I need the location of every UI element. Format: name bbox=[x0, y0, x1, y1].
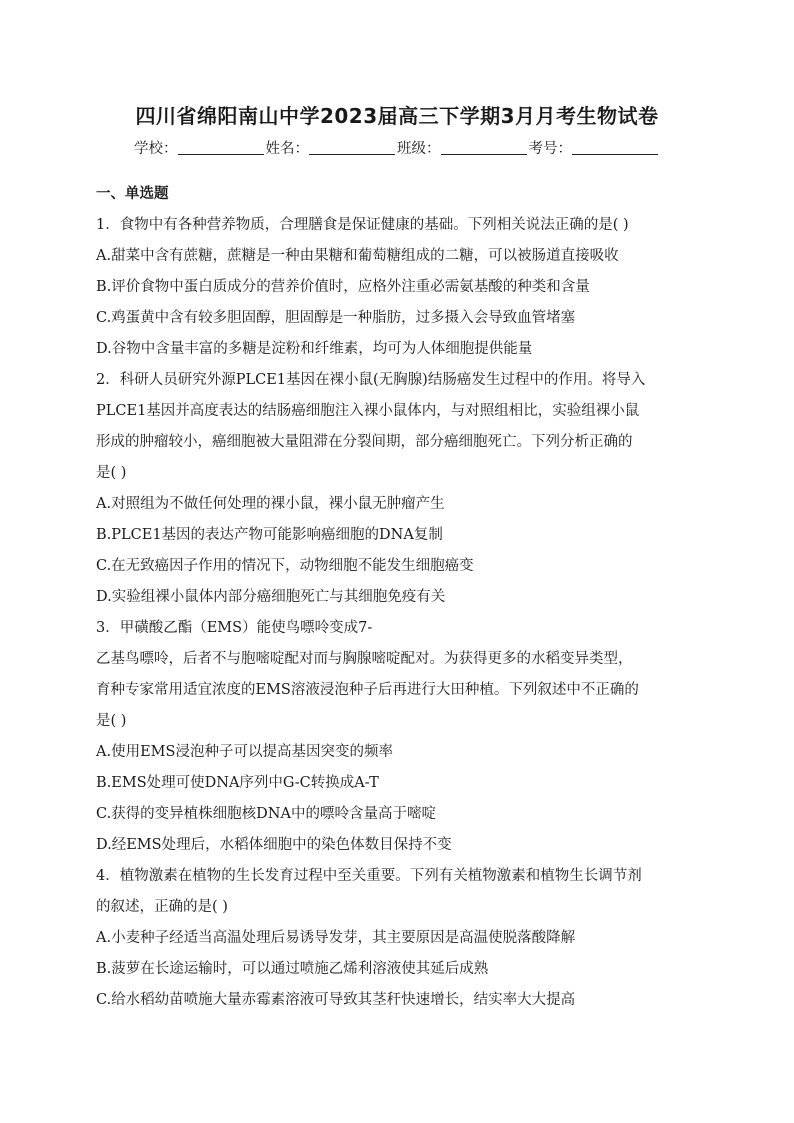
question-3-stem-line: 是( ) bbox=[96, 713, 127, 729]
question-3-stem-line: 3．甲磺酸乙酯（EMS）能使鸟嘌呤变成7- bbox=[96, 620, 373, 636]
question-3-option-b: B.EMS处理可使DNA序列中G-C转换成A-T bbox=[96, 775, 379, 791]
class-blank[interactable] bbox=[441, 140, 527, 155]
class-field bbox=[397, 137, 529, 158]
question-2-option-c: C.在无致癌因子作用的情况下，动物细胞不能发生细胞癌变 bbox=[96, 558, 474, 574]
exam-number-label: 考号： bbox=[528, 141, 572, 157]
question-4-stem-line: 4．植物激素在植物的生长发育过程中至关重要。下列有关植物激素和植物生长调节剂 bbox=[96, 868, 642, 884]
name-label: 姓名： bbox=[265, 141, 309, 157]
question-4-option-b: B.菠萝在长途运输时，可以通过喷施乙烯利溶液使其延后成熟 bbox=[96, 961, 489, 977]
school-blank[interactable] bbox=[178, 140, 264, 155]
question-1-stem: 1．食物中有各种营养物质，合理膳食是保证健康的基础。下列相关说法正确的是( ) bbox=[96, 217, 629, 233]
name-field bbox=[266, 137, 398, 158]
question-1-option-b: B.评价食物中蛋白质成分的营养价值时，应格外注重必需氨基酸的种类和含量 bbox=[96, 279, 590, 295]
student-info-row bbox=[0, 137, 794, 158]
question-3-stem-line: 育种专家常用适宜浓度的EMS溶液浸泡种子后再进行大田种植。下列叙述中不正确的 bbox=[96, 682, 639, 698]
question-1-option-a: A.甜菜中含有蔗糖，蔗糖是一种由果糖和葡萄糖组成的二糖，可以被肠道直接吸收 bbox=[96, 248, 619, 264]
question-3-option-d: D.经EMS处理后，水稻体细胞中的染色体数目保持不变 bbox=[96, 837, 452, 853]
question-2-stem-line: 2．科研人员研究外源PLCE1基因在裸小鼠(无胸腺)结肠癌发生过程中的作用。将导入 bbox=[96, 372, 646, 388]
question-1-option-d: D.谷物中含量丰富的多糖是淀粉和纤维素，均可为人体细胞提供能量 bbox=[96, 341, 533, 357]
question-2-option-a: A.对照组为不做任何处理的裸小鼠，裸小鼠无肿瘤产生 bbox=[96, 496, 445, 512]
question-2-option-d: D.实验组裸小鼠体内部分癌细胞死亡与其细胞免疫有关 bbox=[96, 589, 446, 605]
question-2-option-b: B.PLCE1基因的表达产物可能影响癌细胞的DNA复制 bbox=[96, 527, 443, 543]
question-3-stem-line: 乙基鸟嘌呤，后者不与胞嘧啶配对而与胸腺嘧啶配对。为获得更多的水稻变异类型， bbox=[96, 651, 633, 667]
question-content bbox=[96, 179, 706, 1016]
question-4-option-c: C.给水稻幼苗喷施大量赤霉素溶液可导致其茎秆快速增长，结实率大大提高 bbox=[96, 992, 576, 1008]
question-2-stem-line: 形成的肿瘤较小，癌细胞被大量阻滞在分裂间期，部分癌细胞死亡。下列分析正确的 bbox=[96, 434, 633, 450]
school-label: 学校： bbox=[134, 141, 178, 157]
exam-number-field bbox=[529, 137, 661, 158]
question-1-option-c: C.鸡蛋黄中含有较多胆固醇，胆固醇是一种脂肪，过多摄入会导致血管堵塞 bbox=[96, 310, 576, 326]
question-3-option-a: A.使用EMS浸泡种子可以提高基因突变的频率 bbox=[96, 744, 393, 760]
question-2-stem-line: 是( ) bbox=[96, 465, 127, 481]
section-heading: 一、单选题 bbox=[96, 186, 169, 202]
question-4-stem-line: 的叙述，正确的是( ) bbox=[96, 899, 228, 915]
question-4-option-a: A.小麦种子经适当高温处理后易诱导发芽，其主要原因是高温使脱落酸降解 bbox=[96, 930, 576, 946]
exam-title: 四川省绵阳南山中学2023届高三下学期3月月考生物试卷 bbox=[135, 104, 659, 128]
name-blank[interactable] bbox=[309, 140, 395, 155]
exam-number-blank[interactable] bbox=[572, 140, 658, 155]
class-label: 班级： bbox=[397, 141, 441, 157]
school-field bbox=[134, 137, 266, 158]
question-2-stem-line: PLCE1基因并高度表达的结肠癌细胞注入裸小鼠体内，与对照组相比，实验组裸小鼠 bbox=[96, 403, 640, 419]
question-3-option-c: C.获得的变异植株细胞核DNA中的嘌呤含量高于嘧啶 bbox=[96, 806, 436, 822]
